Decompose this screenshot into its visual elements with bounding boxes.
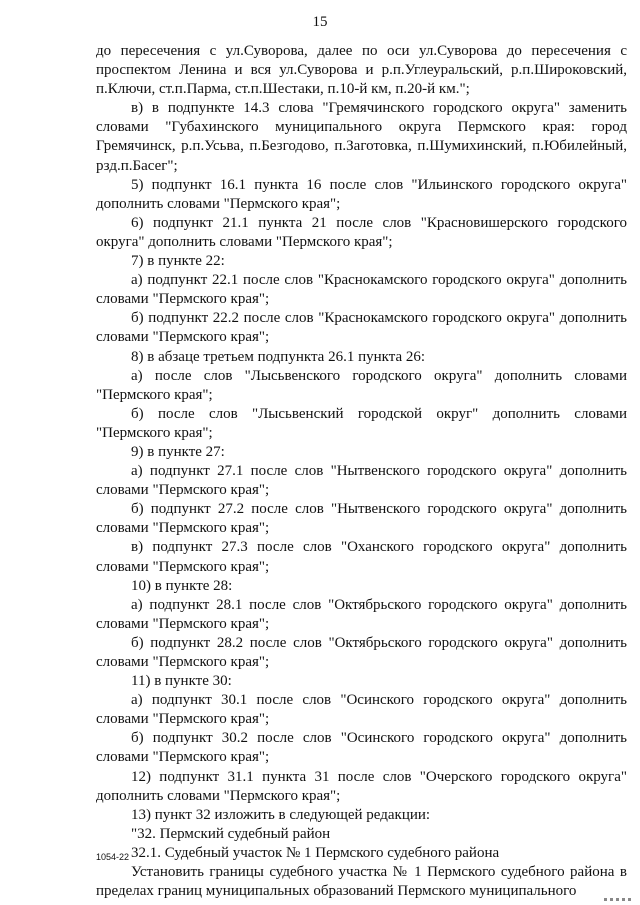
paragraph: 32.1. Судебный участок № 1 Пермского судебного района <box>131 844 500 861</box>
paragraph: б) после слов "Лысьвенский городской округ" дополнить словами "Пермского края"; <box>96 405 627 441</box>
paragraph: в) подпункт 27.3 после слов "Оханского городского округа" дополнить словами "Пермского края"; <box>96 539 627 575</box>
paragraph: 12) подпункт 31.1 пункта 31 после слов "Очерского городского округа" дополнить словами "Пермского края"; <box>96 768 627 804</box>
document-body <box>96 42 627 901</box>
page-number: 15 <box>312 14 328 30</box>
paragraph: до пересечения с ул.Суворова, далее по оси ул.Суворова до пересечения с проспектом Ленина и вся ул.Суворова и р.п.Углеуральский, р.п.Широковский, п.Ключи, ст.п.Парма, ст.п.Шестаки, п.10-й км, п.20-й км."; <box>96 43 627 98</box>
document-code: 1054-22 <box>96 852 130 862</box>
paragraph: а) подпункт 28.1 после слов "Октябрьского городского округа" дополнить словами "Пермского края"; <box>96 596 627 632</box>
paragraph: а) подпункт 22.1 после слов "Краснокамского городского округа" дополнить словами "Пермского края"; <box>96 272 627 308</box>
paragraph: б) подпункт 22.2 после слов "Краснокамского городского округа" дополнить словами "Пермского края"; <box>96 310 627 346</box>
paragraph: а) подпункт 27.1 после слов "Нытвенского городского округа" дополнить словами "Пермского края"; <box>96 463 627 499</box>
paragraph: 6) подпункт 21.1 пункта 21 после слов "Красновишерского городского округа" дополнить словами "Пермского края"; <box>96 214 627 250</box>
paragraph: "32. Пермский судебный район <box>131 825 331 842</box>
paragraph: 9) в пункте 27: <box>131 443 225 460</box>
paragraph: а) после слов "Лысьвенского городского округа" дополнить словами "Пермского края"; <box>96 367 627 403</box>
paragraph: 11) в пункте 30: <box>131 673 232 690</box>
paragraph: Установить границы судебного участка № 1 Пермского судебного района в пределах границ муниципальных образований Пермского муниципального <box>96 864 627 900</box>
paragraph: 7) в пункте 22: <box>131 253 225 270</box>
paragraph: 8) в абзаце третьем подпункта 26.1 пункта 26: <box>131 348 426 365</box>
paragraph: а) подпункт 30.1 после слов "Осинского городского округа" дополнить словами "Пермского края"; <box>96 692 627 728</box>
paragraph: б) подпункт 27.2 после слов "Нытвенского городского округа" дополнить словами "Пермского края"; <box>96 501 627 537</box>
paragraph: 10) в пункте 28: <box>131 577 233 594</box>
paragraph: 5) подпункт 16.1 пункта 16 после слов "Ильинского городского округа" дополнить словами "Пермского края"; <box>96 176 627 212</box>
paragraph: в) в подпункте 14.3 слова "Гремячинского городского округа" заменить словами "Губахинского муниципального округа Пермского края: город Гремячинск, р.п.Усьва, п.Безгодово, п.Заготовка, п.Шумихинский, п.Юбилейный, рзд.п.Басег"; <box>96 100 627 174</box>
scan-mark <box>604 898 634 901</box>
paragraph: б) подпункт 28.2 после слов "Октябрьского городского округа" дополнить словами "Пермского края"; <box>96 634 627 670</box>
paragraph: б) подпункт 30.2 после слов "Осинского городского округа" дополнить словами "Пермского края"; <box>96 730 627 766</box>
paragraph: 13) пункт 32 изложить в следующей редакции: <box>131 806 431 823</box>
